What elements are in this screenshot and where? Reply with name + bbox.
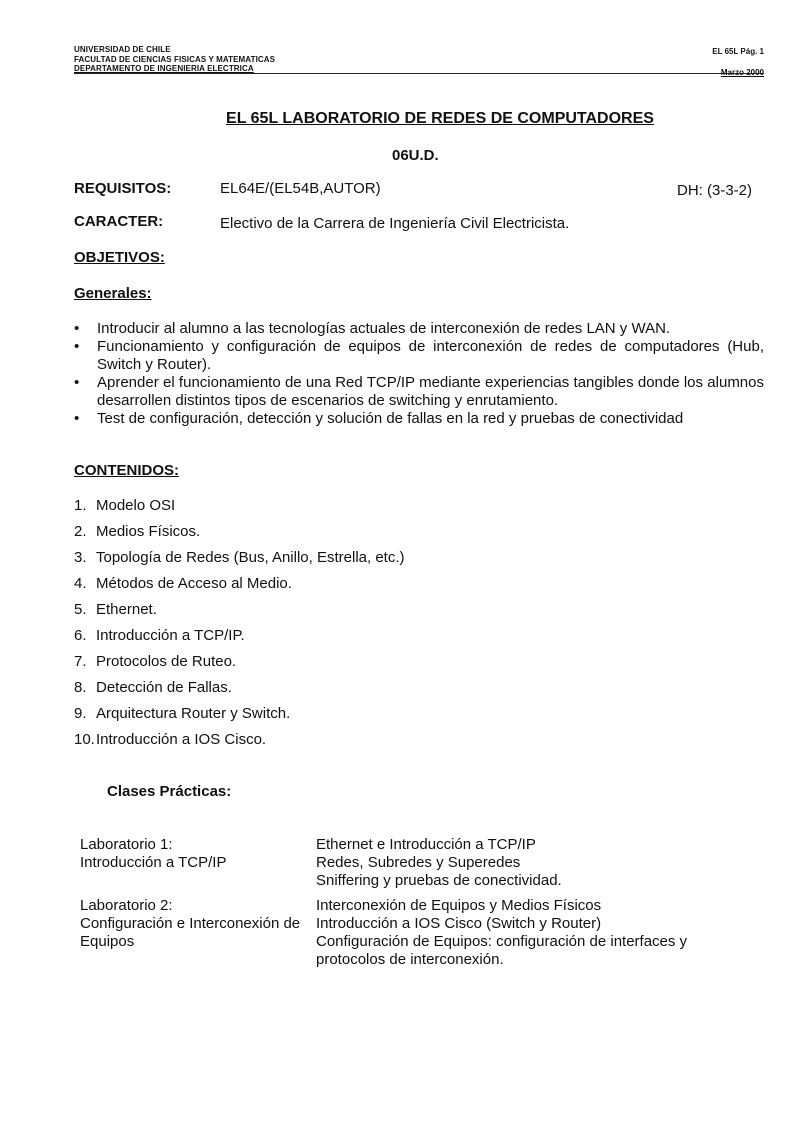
- list-item: [74, 679, 405, 705]
- objective-text: Aprender el funcionamiento de una Red TCP/IP mediante experiencias tangibles donde los alumnos desarrollen distintos tipos de escenarios de switching y enrutamiento.: [97, 374, 764, 409]
- document-date: Marzo 2000: [720, 68, 764, 77]
- item-text: Medios Físicos.: [96, 523, 201, 540]
- lab-detail: Introducción a IOS Cisco (Switch y Router): [316, 915, 602, 932]
- item-text: Arquitectura Router y Switch.: [96, 705, 291, 722]
- item-number: 6.: [74, 627, 87, 644]
- list-item: [74, 653, 405, 679]
- item-text: Modelo OSI: [96, 497, 176, 514]
- lab-detail: Redes, Subredes y Superedes: [316, 854, 521, 871]
- generales-list: [74, 320, 764, 428]
- bullet-icon: •: [74, 410, 80, 427]
- department-name: DEPARTAMENTO DE INGENIERIA ELECTRICA: [74, 64, 254, 73]
- list-item: [74, 705, 405, 731]
- requisitos-label: REQUISITOS:: [74, 180, 172, 197]
- lab-detail: Interconexión de Equipos y Medios Físicos: [316, 897, 602, 914]
- lab-detail: Sniffering y pruebas de conectividad.: [316, 872, 562, 889]
- item-number: 8.: [74, 679, 87, 696]
- objective-text: Introducir al alumno a las tecnologías actuales de interconexión de redes LAN y WAN.: [97, 320, 671, 337]
- item-number: 7.: [74, 653, 87, 670]
- objective-text: Test de configuración, detección y solución de fallas en la red y pruebas de conectividad: [97, 410, 684, 427]
- item-number: 4.: [74, 575, 87, 592]
- university-name: UNIVERSIDAD DE CHILE: [74, 45, 171, 54]
- item-text: Introducción a IOS Cisco.: [96, 731, 267, 748]
- requisitos-value: EL64E/(EL54B,AUTOR): [220, 180, 381, 197]
- document-title: EL 65L LABORATORIO DE REDES DE COMPUTADORES: [226, 110, 654, 127]
- lab-detail: Ethernet e Introducción a TCP/IP: [316, 836, 536, 853]
- generales-heading: Generales:: [74, 285, 152, 302]
- list-item: [74, 549, 405, 575]
- lab-title: [80, 897, 310, 951]
- list-item: [74, 497, 405, 523]
- lab-detail: Configuración de Equipos: configuración de interfaces y: [316, 933, 688, 950]
- lab-detail: protocolos de interconexión.: [316, 951, 504, 968]
- item-number: 1.: [74, 497, 87, 514]
- item-number: 5.: [74, 601, 87, 618]
- list-item: [74, 338, 764, 374]
- bullet-icon: •: [74, 320, 80, 337]
- list-item: [74, 374, 764, 410]
- item-text: Protocolos de Ruteo.: [96, 653, 237, 670]
- item-text: Ethernet.: [96, 601, 157, 618]
- bullet-icon: •: [74, 338, 80, 355]
- list-item: [74, 575, 405, 601]
- item-number: 10.: [74, 731, 95, 748]
- units-label: 06U.D.: [392, 147, 439, 164]
- contenidos-list: [74, 497, 405, 757]
- item-text: Topología de Redes (Bus, Anillo, Estrella, etc.): [96, 549, 405, 566]
- list-item: [74, 731, 405, 757]
- institution-header: [74, 45, 275, 74]
- list-item: [74, 523, 405, 549]
- contenidos-heading: CONTENIDOS:: [74, 462, 179, 479]
- lab-topic: Configuración e Interconexión de: [80, 915, 301, 932]
- header-divider: [74, 73, 764, 74]
- lab-topic: Introducción a TCP/IP: [80, 854, 227, 871]
- caracter-value: Electivo de la Carrera de Ingeniería Civil Electricista.: [220, 215, 570, 232]
- objective-text: Funcionamiento y configuración de equipos de interconexión de redes de computadores (Hub, Switch y Router).: [97, 338, 764, 373]
- lab-name: Laboratorio 1:: [80, 836, 173, 853]
- objetivos-heading: OBJETIVOS:: [74, 249, 165, 266]
- bullet-icon: •: [74, 374, 80, 391]
- dh-value: DH: (3-3-2): [676, 182, 752, 199]
- lab-name: Laboratorio 2:: [80, 897, 173, 914]
- lab-description: [316, 836, 776, 890]
- list-item: [74, 627, 405, 653]
- item-number: 2.: [74, 523, 87, 540]
- lab-title: [80, 836, 310, 872]
- caracter-label: CARACTER:: [74, 213, 164, 230]
- faculty-name: FACULTAD DE CIENCIAS FISICAS Y MATEMATICAS: [74, 54, 276, 64]
- list-item: [74, 601, 405, 627]
- list-item: [74, 320, 764, 338]
- list-item: [74, 410, 764, 428]
- item-text: Introducción a TCP/IP.: [96, 627, 245, 644]
- item-text: Detección de Fallas.: [96, 679, 232, 696]
- item-text: Métodos de Acceso al Medio.: [96, 575, 292, 592]
- item-number: 3.: [74, 549, 87, 566]
- lab-description: [316, 897, 776, 969]
- lab-topic: Equipos: [80, 933, 135, 950]
- item-number: 9.: [74, 705, 87, 722]
- clases-practicas-heading: Clases Prácticas:: [107, 783, 232, 800]
- course-page-label: EL 65L Pág. 1: [712, 47, 764, 56]
